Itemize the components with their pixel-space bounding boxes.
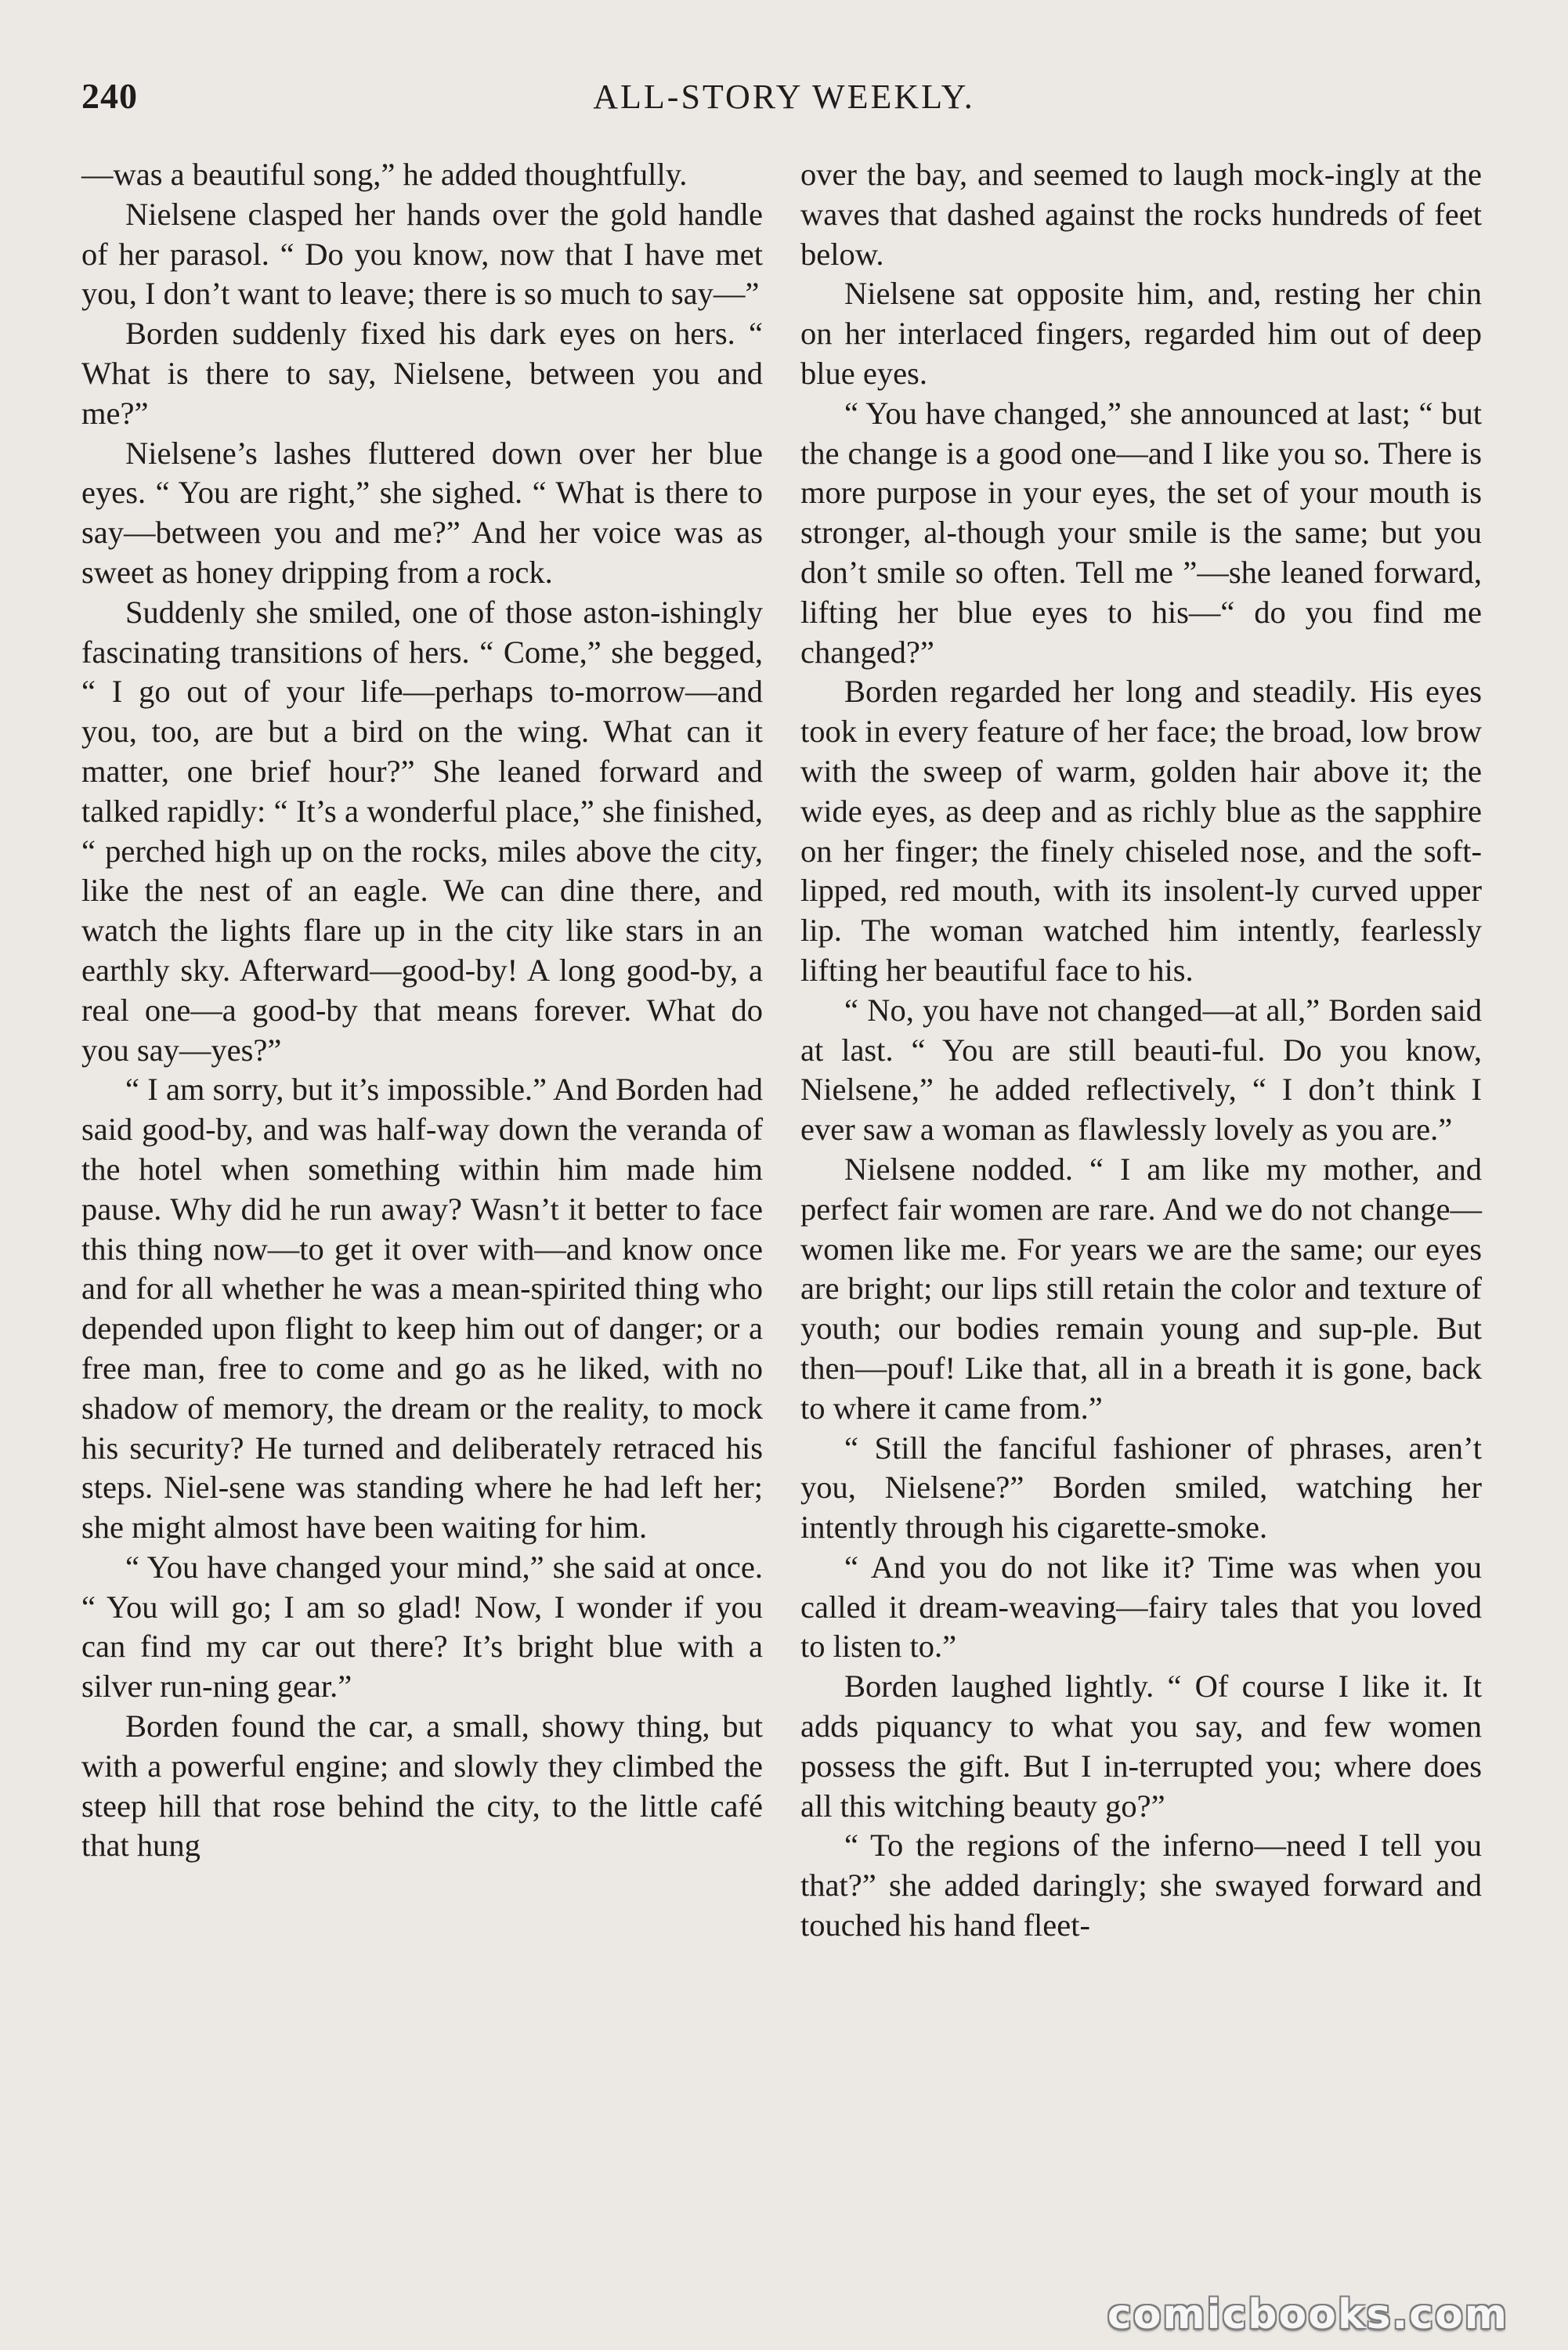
paragraph: “ To the regions of the inferno—need I tell you that?” she added daringly; she swayed forward and touched his hand fleet- xyxy=(800,1828,1482,1943)
paragraph: “ I am sorry, but it’s impossible.” And Borden had said good-by, and was half-way down the veranda of the hotel when something within him made him pause. Why did he run away? Wasn’t it better to face this thing now—to get it over with—and know once and for all whether he was a mean-spirited thing who depended upon flight to keep him out of danger; or a free man, free to come and go as he liked, with no shadow of memory, the dream or the reality, to mock his security? He turned and deliberately retraced his steps. Niel-sene was standing where he had left her; she might almost have been waiting for him. xyxy=(81,1072,763,1546)
paragraph: over the bay, and seemed to laugh mock-ingly at the waves that dashed against the rocks hundreds of feet below. xyxy=(800,157,1482,272)
paragraph: Nielsene clasped her hands over the gold handle of her parasol. “ Do you know, now that I have met you, I don’t want to leave; there is so much to say—” xyxy=(81,196,763,312)
paragraph: “ You have changed your mind,” she said at once. “ You will go; I am so glad! Now, I wonder if you can find my car out there? It’s bright blue with a silver run-ning gear.” xyxy=(81,1549,763,1705)
paragraph: “ And you do not like it? Time was when you called it dream-weaving—fairy tales that you loved to listen to.” xyxy=(800,1549,1482,1665)
running-head: ALL-STORY WEEKLY. xyxy=(593,78,975,116)
paragraph: Borden found the car, a small, showy thing, but with a powerful engine; and slowly they climbed the steep hill that rose behind the city, to the little café that hung xyxy=(81,1708,763,1864)
watermark-logo: comicbooks.com xyxy=(1107,2291,1508,2338)
paragraph: Suddenly she smiled, one of those aston-ishingly fascinating transitions of hers. “ Come,” she begged, “ I go out of your life—perhaps to-morrow—and you, too, are but a bird on the wing. What can it matter, one brief hour?” She leaned forward and talked rapidly: “ It’s a wonderful place,” she finished, “ perched high up on the rocks, miles above the city, like the nest of an eagle. We can dine there, and watch the lights flare up in the city like stars in an earthly sky. Afterward—good-by! A long good-by, a real one—a good-by that means forever. What do you say—yes?” xyxy=(81,594,763,1068)
paragraph: Borden regarded her long and steadily. His eyes took in every feature of her face; the broad, low brow with the sweep of warm, golden hair above it; the wide eyes, as deep and as richly blue as the sapphire on her finger; the finely chiseled nose, and the soft-lipped, red mouth, with its insolent-ly curved upper lip. The woman watched him intently, fearlessly lifting her beautiful face to his. xyxy=(800,674,1482,988)
left-column xyxy=(81,155,763,1866)
paragraph: “ No, you have not changed—at all,” Borden said at last. “ You are still beauti-ful. Do you know, Nielsene,” he added reflectively, “ I don’t think I ever saw a woman as flawlessly lovely as you are.” xyxy=(800,992,1482,1148)
paragraph: Nielsene sat opposite him, and, resting her chin on her interlaced fingers, regarded him out of deep blue eyes. xyxy=(800,276,1482,391)
page-number: 240 xyxy=(81,76,138,116)
paragraph: —was a beautiful song,” he added thoughtfully. xyxy=(81,157,688,192)
paragraph: “ Still the fanciful fashioner of phrases, aren’t you, Nielsene?” Borden smiled, watching her intently through his cigarette-smoke. xyxy=(800,1430,1482,1546)
paragraph: Borden suddenly fixed his dark eyes on hers. “ What is there to say, Nielsene, between you and me?” xyxy=(81,316,763,431)
paragraph: Borden laughed lightly. “ Of course I like it. It adds piquancy to what you say, and few women possess the gift. But I in-terrupted you; where does all this witching beauty go?” xyxy=(800,1668,1482,1824)
right-column xyxy=(800,155,1482,1946)
paragraph: Nielsene’s lashes fluttered down over her blue eyes. “ You are right,” she sighed. “ What is there to say—between you and me?” And her voice was as sweet as honey dripping from a rock. xyxy=(81,435,763,590)
paragraph: Nielsene nodded. “ I am like my mother, and perfect fair women are rare. And we do not change—women like me. For years we are the same; our eyes are bright; our lips still retain the color and texture of youth; our bodies remain young and sup-ple. But then—pouf! Like that, all in a breath it is gone, back to where it came from.” xyxy=(800,1151,1482,1426)
paragraph: “ You have changed,” she announced at last; “ but the change is a good one—and I like you so. There is more purpose in your eyes, the set of your mouth is stronger, al-though your smile is the same; but you don’t smile so often. Tell me ”—she leaned forward, lifting her blue eyes to his—“ do you find me changed?” xyxy=(800,395,1482,670)
